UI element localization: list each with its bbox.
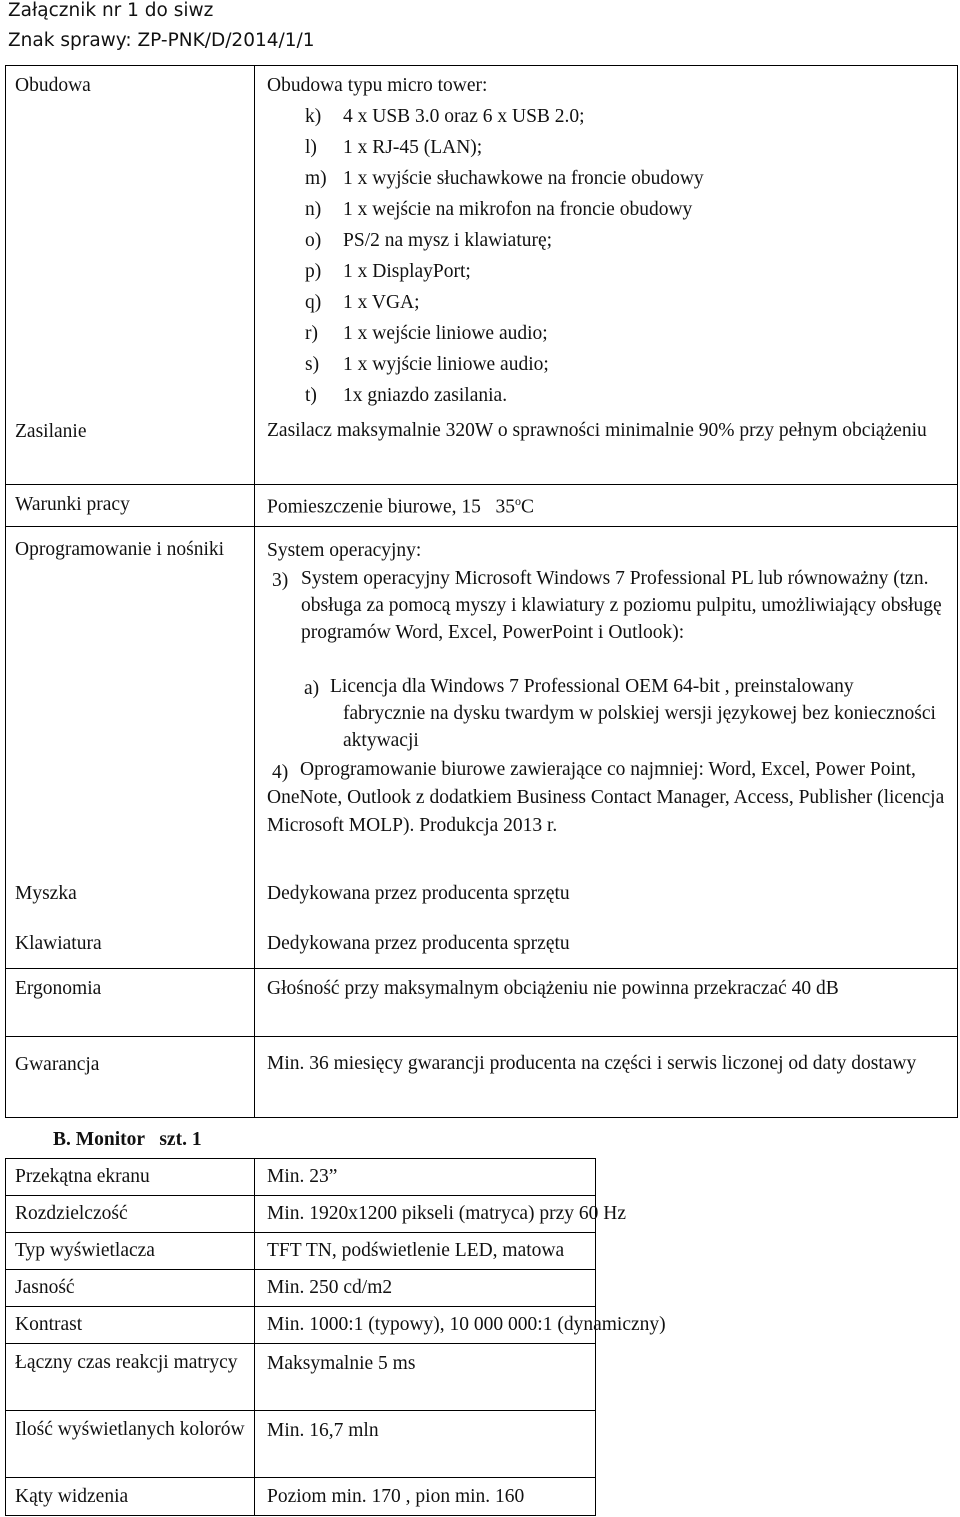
spec-label: Łączny czas reakcji matrycy [15, 1352, 238, 1373]
spec-value: Min. 16,7 mln [267, 1420, 379, 1441]
table-a-bottom-border [5, 1117, 958, 1118]
ergonomia-value: Głośność przy maksymalnym obciążeniu nie powinna przekraczać 40 dB [267, 978, 839, 999]
row-divider [5, 1195, 596, 1196]
office-requirement: Oprogramowanie biurowe zawierające co najmniej: Word, Excel, Power Point, OneNote, Outlook z dodatkiem Business Contact Manager, Access, Publisher (licencja Microsoft MOLP). Produkcja 2013 r. [267, 759, 945, 836]
gwarancja-value: Min. 36 miesięcy gwarancji producenta na części i serwis liczonej od daty dostawy [267, 1053, 917, 1074]
warunki-pracy-value: Pomieszczenie biurowe, 15 35$^o$C [267, 494, 535, 518]
row-divider [5, 1410, 596, 1411]
label-myszka: Myszka [15, 883, 77, 904]
spec-label: Kontrast [15, 1314, 83, 1335]
table-a-right-border [957, 65, 958, 1118]
port-item: 1 x wejście na mikrofon na froncie obudowy [343, 199, 693, 220]
row-divider [5, 484, 958, 485]
port-item: 1 x RJ-45 (LAN); [343, 137, 483, 158]
case-reference: Znak sprawy: ZP-PNK/D/2014/1/1 [8, 30, 315, 51]
port-letter: m) [305, 168, 327, 189]
label-zasilanie: Zasilanie [15, 421, 87, 442]
spec-label: Ilość wyświetlanych kolorów [15, 1419, 245, 1440]
port-item: 1 x VGA; [343, 292, 420, 313]
os-license: Licencja dla Windows 7 Professional OEM 64-bit , preinstalowany fabrycznie na dysku twardym w polskiej wersji językowej bez konieczności aktywacji [330, 676, 936, 751]
port-letter: q) [305, 292, 322, 313]
row-divider [5, 1343, 596, 1344]
port-letter: p) [305, 261, 322, 282]
row-divider [5, 1036, 958, 1037]
port-letter: l) [305, 137, 317, 158]
row-divider [5, 526, 958, 527]
table-b-column-divider [254, 1158, 255, 1516]
port-letter: t) [305, 385, 317, 406]
row-divider [5, 968, 958, 969]
spec-label: Przekątna ekranu [15, 1166, 150, 1187]
label-warunki-pracy: Warunki pracy [15, 494, 130, 515]
spec-value: TFT TN, podświetlenie LED, matowa [267, 1240, 565, 1261]
obudowa-intro: Obudowa typu micro tower: [267, 75, 488, 96]
spec-value: Min. 250 cd/m2 [267, 1277, 393, 1298]
spec-value: Min. 1000:1 (typowy), 10 000 000:1 (dynamiczny) [267, 1314, 666, 1335]
section-b-heading: B. Monitor szt. 1 [53, 1129, 202, 1150]
spec-value: Maksymalnie 5 ms [267, 1353, 416, 1374]
zasilanie-value: Zasilacz maksymalnie 320W o sprawności minimalnie 90% przy pełnym obciążeniu [267, 420, 927, 441]
table-a-column-divider [254, 65, 255, 1118]
item-number: 4) [272, 762, 289, 783]
port-letter: r) [305, 323, 318, 344]
table-b-left-border [5, 1158, 6, 1516]
os-intro: System operacyjny: [267, 540, 422, 561]
table-b-bottom-border [5, 1515, 596, 1516]
label-ergonomia: Ergonomia [15, 978, 102, 999]
label-obudowa: Obudowa [15, 75, 91, 96]
port-letter: o) [305, 230, 322, 251]
attachment-title: Załącznik nr 1 do siwz [8, 0, 214, 21]
item-number: 3) [272, 570, 289, 591]
port-item: PS/2 na mysz i klawiaturę; [343, 230, 553, 251]
row-divider [5, 1232, 596, 1233]
table-a-left-border [5, 65, 6, 1118]
port-letter: n) [305, 199, 322, 220]
spec-label: Typ wyświetlacza [15, 1240, 155, 1261]
spec-label: Rozdzielczość [15, 1203, 128, 1224]
spec-label: Kąty widzenia [15, 1486, 129, 1507]
table-a-top-border [5, 65, 958, 66]
spec-value: Poziom min. 170 , pion min. 160 [267, 1486, 525, 1507]
row-divider [5, 1269, 596, 1270]
row-divider [5, 1477, 596, 1478]
port-letter: k) [305, 106, 322, 127]
sub-letter: a) [304, 678, 320, 699]
os-requirement: System operacyjny Microsoft Windows 7 Professional PL lub równoważny (tzn. obsługa za pomocą myszy i klawiatury z poziomu pulpitu, umożliwiający obsługę programów Word, Excel, PowerPoint i Outlook): [301, 568, 942, 643]
klawiatura-value: Dedykowana przez producenta sprzętu [267, 933, 570, 954]
label-oprogramowanie: Oprogramowanie i nośniki [15, 539, 225, 560]
port-item: 1x gniazdo zasilania. [343, 385, 508, 406]
port-item: 1 x wyjście słuchawkowe na froncie obudowy [343, 168, 704, 189]
port-item: 4 x USB 3.0 oraz 6 x USB 2.0; [343, 106, 585, 127]
myszka-value: Dedykowana przez producenta sprzętu [267, 883, 570, 904]
row-divider [5, 1306, 596, 1307]
spec-value: Min. 1920x1200 pikseli (matryca) przy 60 Hz [267, 1203, 627, 1224]
label-klawiatura: Klawiatura [15, 933, 102, 954]
spec-value: Min. 23” [267, 1166, 338, 1187]
table-b-top-border [5, 1158, 596, 1159]
port-item: 1 x wyjście liniowe audio; [343, 354, 549, 375]
port-item: 1 x DisplayPort; [343, 261, 471, 282]
label-gwarancja: Gwarancja [15, 1054, 100, 1075]
port-letter: s) [305, 354, 320, 375]
port-item: 1 x wejście liniowe audio; [343, 323, 548, 344]
spec-label: Jasność [15, 1277, 75, 1298]
